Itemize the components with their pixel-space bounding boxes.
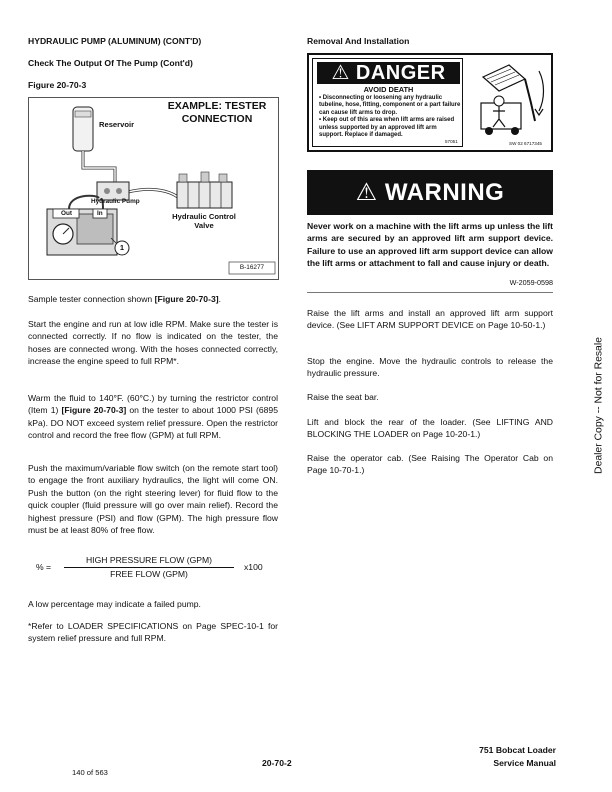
step-raise-cab: Raise the operator cab. (See Raising The Operator Cab on Page 10-70-1.) — [307, 453, 553, 476]
flow-formula — [28, 555, 278, 585]
figure-reference-code: B-16277 — [239, 264, 265, 271]
page-number: 20-70-2 — [262, 758, 292, 768]
hydraulic-pump-label: Hydraulic Pump — [91, 198, 140, 205]
danger-decal-part-number: SW 02 6717345 — [509, 141, 542, 146]
callout-number: 1 — [119, 243, 125, 252]
figure-title-line1: EXAMPLE: TESTER — [167, 100, 267, 112]
paragraph-warm-fluid-end: on the tester to about 1000 PSI (6895 kPa). DO NOT exceed system relief pressure. Open the restrictor control and record the free flow (GPM) at full RPM. — [28, 405, 278, 441]
manual-title-line1: 751 Bobcat Loader — [479, 745, 556, 755]
danger-subheading: AVOID DEATH — [363, 85, 414, 94]
step-stop-engine: Stop the engine. Move the hydraulic controls to release the hydraulic pressure. — [307, 356, 553, 379]
danger-decal-text-panel — [312, 58, 463, 147]
manual-title-line2: Service Manual — [493, 758, 556, 768]
paragraph-start-engine: Start the engine and run at low idle RPM. Make sure the tester is connected correctly. If no flow is indicated on the tester, the hoses are connected wrong. With the hoses connected correctly, increase the engine speed to full RPM*. — [28, 319, 278, 367]
figure-title-line2: CONNECTION — [181, 113, 253, 125]
formula-factor: x100 — [244, 562, 263, 572]
danger-header-text: DANGER — [355, 62, 446, 84]
page-count: 140 of 563 — [72, 768, 108, 777]
lift-arm-hazard-icon — [469, 59, 549, 139]
step-raise-lift-arms: Raise the lift arms and install an approved lift arm support device. (See LIFT ARM SUPPORT DEVICE on Page 10-50-1.) — [307, 308, 553, 331]
in-port-label: In — [97, 210, 103, 217]
paragraph-flow-switch: Push the maximum/variable flow switch (on the remote start tool) to engage the front auxiliary hydraulics, the light will come ON. Push the button (on the right steering lever) for fluid flow to the quick coupler (fluid pressure will go over main relief). Record the highest pressure (PSI) and flow (GPM). The high pressure flow must be at least 80% of free flow. — [28, 463, 278, 536]
paragraph-refer-specs: *Refer to LOADER SPECIFICATIONS on Page SPEC-10-1 for system relief pressure and full RPM. — [28, 621, 278, 644]
figure-reference-link[interactable]: [Figure 20-70-3] — [61, 405, 127, 416]
section-subtitle: Check The Output Of The Pump (Cont'd) — [28, 58, 193, 68]
reservoir-label: Reservoir — [99, 120, 135, 129]
formula-denominator: FREE FLOW (GPM) — [110, 569, 188, 579]
paragraph-warm-fluid-text: Warm the fluid to 140°F. (60°C.) by turning the restrictor control (Item 1) — [28, 393, 278, 416]
dealer-copy-watermark: Dealer Copy -- Not for Resale — [593, 337, 605, 474]
danger-bullet: • Disconnecting or loosening any hydraulic tubeline, hose, fitting, component or a part failure can cause lift arms to drop. — [319, 95, 461, 116]
warning-code: W-2059-0598 — [509, 278, 553, 287]
danger-decal — [307, 53, 553, 152]
formula-numerator: HIGH PRESSURE FLOW (GPM) — [85, 555, 213, 565]
warning-divider — [307, 292, 553, 293]
warning-banner — [307, 170, 553, 215]
out-port-label: Out — [61, 210, 73, 217]
removal-heading: Removal And Installation — [307, 36, 410, 46]
figure-label: Figure 20-70-3 — [28, 80, 87, 90]
tester-connection-figure — [28, 97, 279, 280]
warning-triangle-icon: ⚠ — [331, 62, 350, 84]
paragraph-sample-end: . — [218, 294, 221, 304]
formula-lhs: % = — [36, 562, 52, 572]
paragraph-sample — [28, 293, 278, 305]
warning-header-text: WARNING — [384, 179, 505, 206]
step-lift-and-block: Lift and block the rear of the loader. (See LIFTING AND BLOCKING THE LOADER on Page 10-20-1.) — [307, 417, 553, 440]
paragraph-warm-fluid — [28, 392, 278, 442]
control-valve-label-line1: Hydraulic Control — [172, 212, 236, 221]
step-raise-seat-bar: Raise the seat bar. — [307, 392, 379, 402]
figure-reference-link[interactable]: [Figure 20-70-3] — [154, 294, 219, 304]
warning-triangle-icon: ⚠ — [355, 179, 378, 206]
paragraph-low-percentage: A low percentage may indicate a failed pump. — [28, 599, 201, 609]
section-title: HYDRAULIC PUMP (ALUMINUM) (CONT'D) — [28, 36, 202, 46]
danger-bullet: • Keep out of this area when lift arms are raised unless supported by an approved lift arm support. Replace if damaged. — [319, 117, 455, 139]
formula-fraction-bar — [64, 567, 234, 568]
danger-bullets — [319, 95, 461, 139]
danger-code: 57051 — [445, 139, 458, 144]
control-valve-label-line2: Valve — [194, 221, 214, 230]
warning-header — [307, 170, 553, 215]
warning-text: Never work on a machine with the lift arms up unless the lift arms are secured by an approved lift arm support device. Failure to use an approved lift arm support device can allow the lift arms or attachment to fall and cause injury or death. — [307, 221, 553, 269]
paragraph-sample-text: Sample tester connection shown — [28, 294, 155, 304]
danger-header — [317, 62, 460, 84]
